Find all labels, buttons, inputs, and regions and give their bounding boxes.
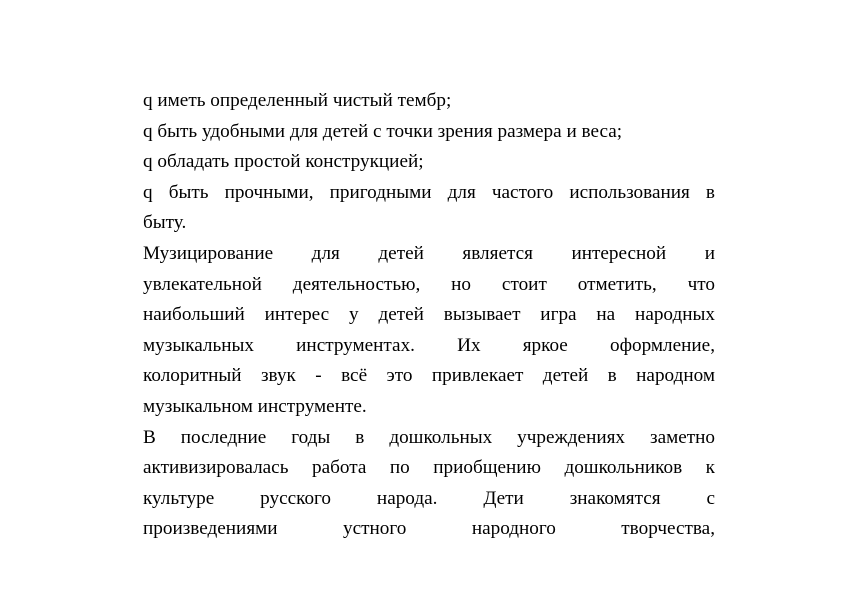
paragraph-line: Музицирование для детей является интересной и	[143, 242, 715, 264]
document-text-block	[143, 86, 715, 545]
list-item-simple-construction: q обладать простой конструкцией;	[143, 151, 424, 173]
list-item-durable: q быть прочными, пригодными для частого использования в	[143, 181, 715, 203]
paragraph-line: произведениями устного народного творчества,	[143, 518, 715, 540]
paragraph-line-end: музыкальном инструменте.	[143, 395, 367, 417]
list-item-durable-end: быту.	[143, 212, 187, 234]
paragraph-line: В последние годы в дошкольных учреждениях заметно	[143, 426, 715, 448]
list-item-timbre: q иметь определенный чистый тембр;	[143, 90, 452, 111]
list-item-convenient: q быть удобными для детей с точки зрения размера и веса;	[143, 120, 623, 142]
paragraph-line: музыкальных инструментах. Их яркое оформление,	[143, 334, 715, 356]
paragraph-line: наибольший интерес у детей вызывает игра на народных	[143, 304, 715, 326]
paragraph-line: активизировалась работа по приобщению дошкольников к	[143, 457, 715, 479]
paragraph-line: увлекательной деятельностью, но стоит отметить, что	[143, 273, 715, 295]
paragraph-line: колоритный звук - всё это привлекает детей в народном	[143, 365, 715, 387]
paragraph-line: культуре русского народа. Дети знакомятся с	[143, 487, 715, 509]
